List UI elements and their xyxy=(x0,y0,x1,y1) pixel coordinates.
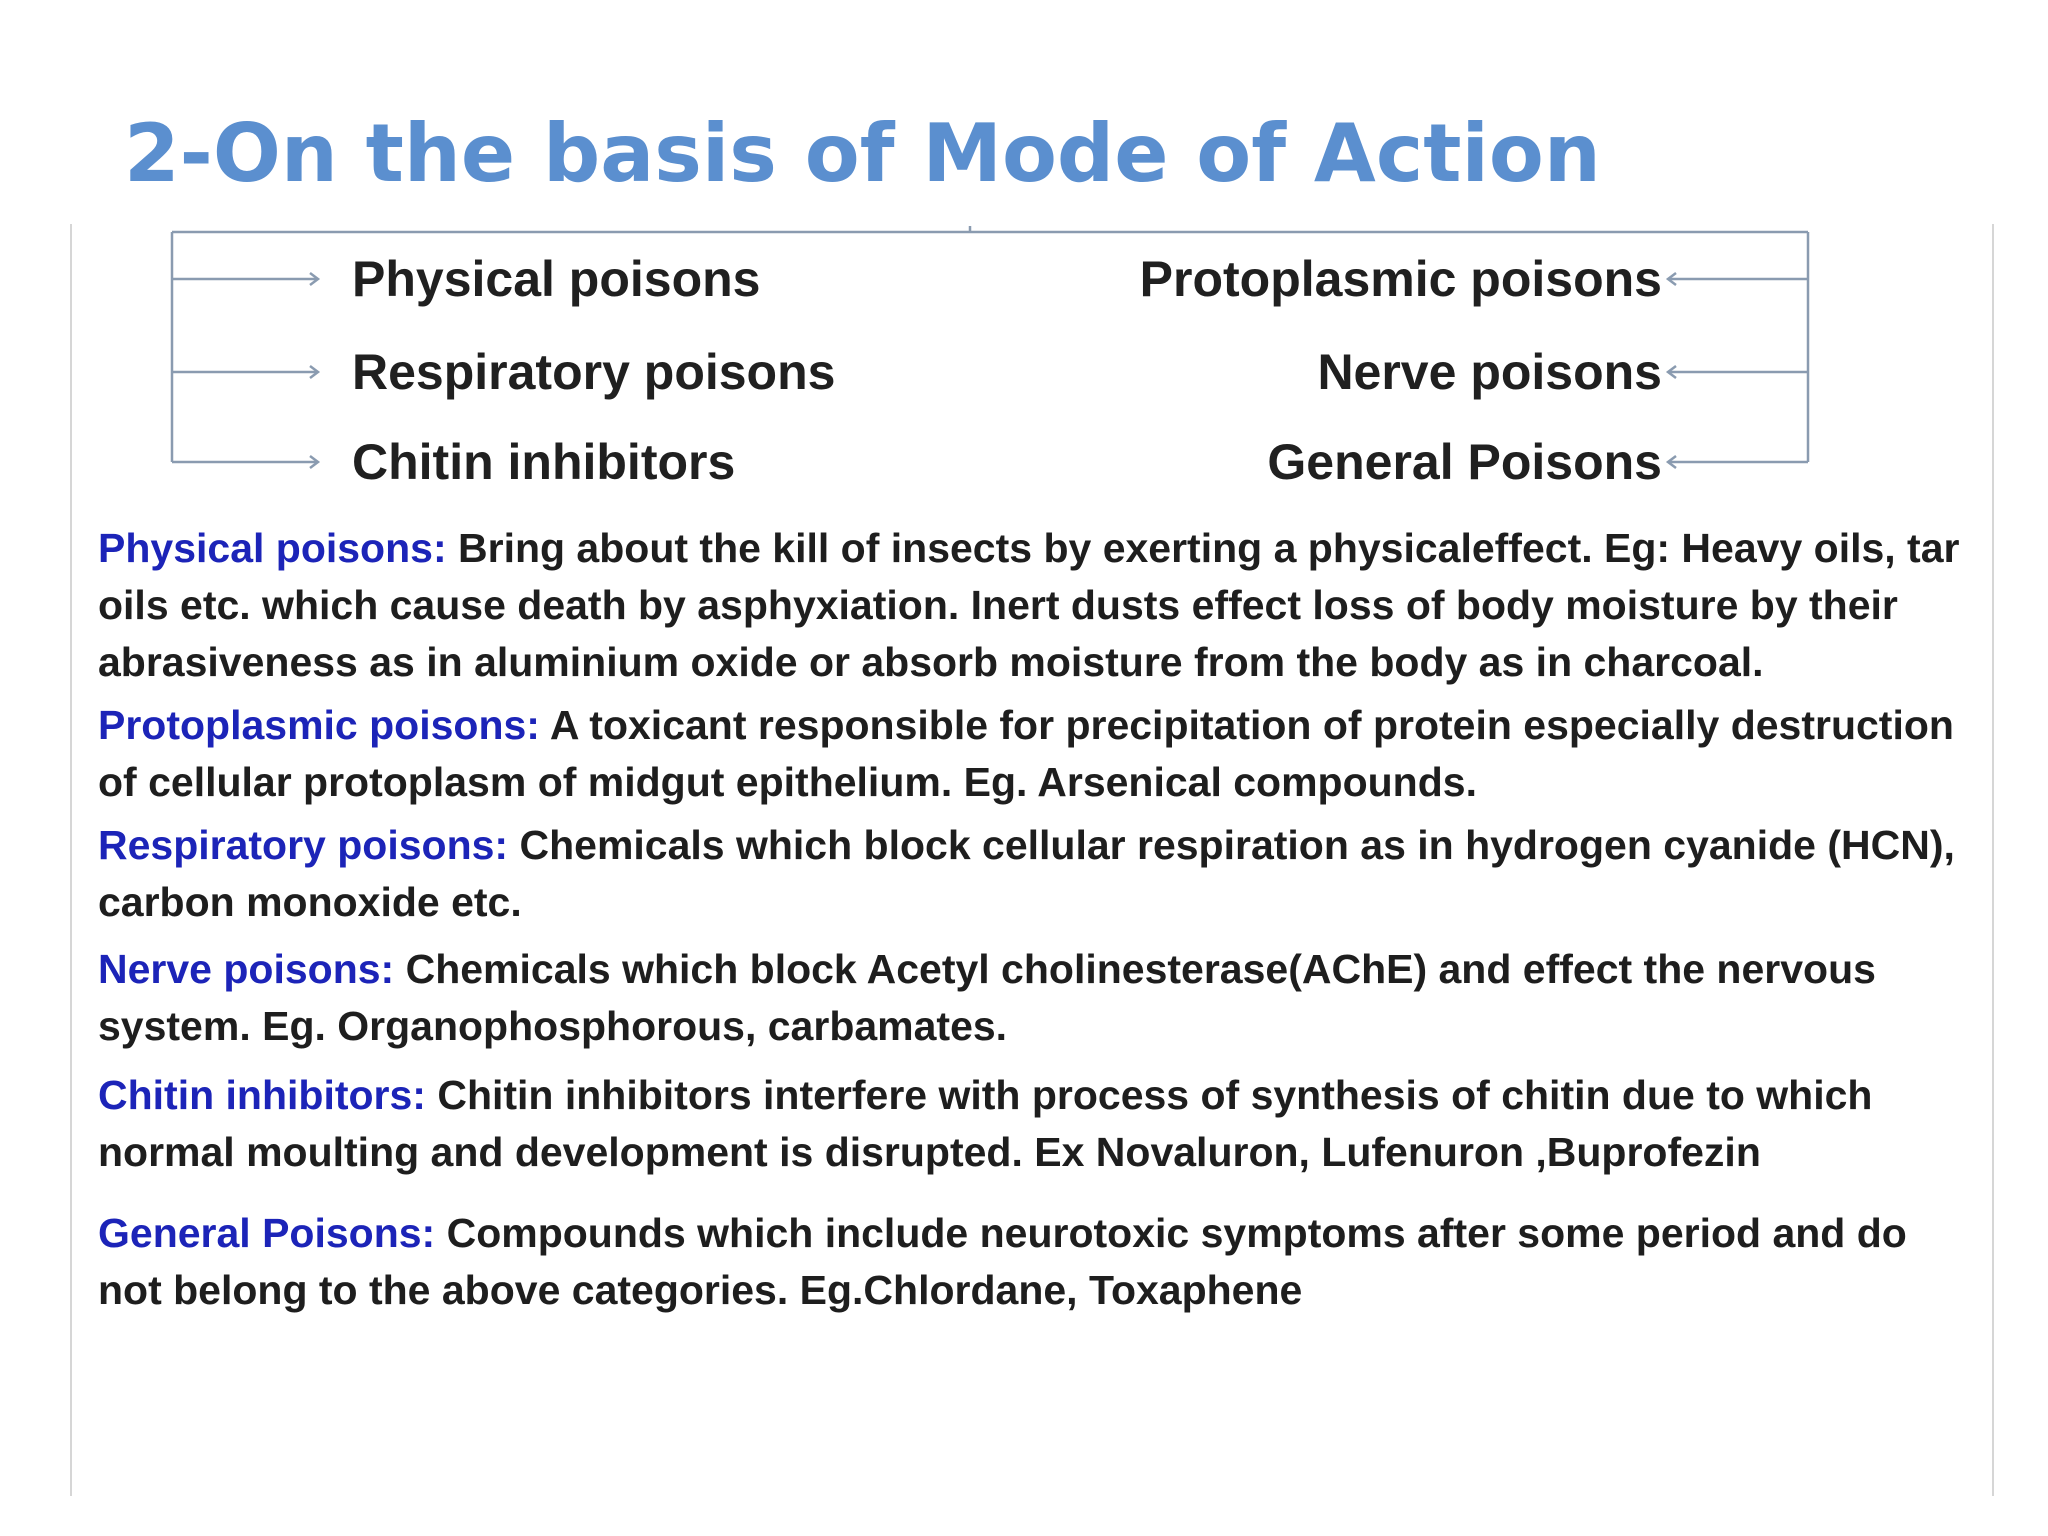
definition-term: Nerve poisons: xyxy=(98,946,395,992)
definition-term: General Poisons: xyxy=(98,1210,436,1256)
category-general-poisons: General Poisons xyxy=(1267,434,1662,490)
definition-chitin-inhibitors xyxy=(98,1067,1978,1181)
definition-term: Chitin inhibitors: xyxy=(98,1072,426,1118)
definitions-list xyxy=(98,520,1978,1319)
definition-protoplasmic-poisons xyxy=(98,697,1978,811)
definition-text: Bring about the kill of insects by exerting a physicaleffect. Eg: Heavy oils, tar oils etc. which cause death by asphyxiation. Inert dusts effect loss of body moisture by their abrasiveness as in aluminium oxide or absorb moisture from the body as in charcoal. xyxy=(98,525,1960,685)
content-image xyxy=(70,224,1994,1496)
definition-text: Chemicals which block Acetyl cholinesterase(AChE) and effect the nervous system. Eg. Organophosphorous, carbamates. xyxy=(98,946,1876,1049)
category-respiratory-poisons: Respiratory poisons xyxy=(352,344,836,400)
definition-nerve-poisons xyxy=(98,941,1978,1055)
category-physical-poisons: Physical poisons xyxy=(352,251,761,307)
definition-term: Physical poisons: xyxy=(98,525,447,571)
definition-text: Chemicals which block cellular respiration as in hydrogen cyanide (HCN), carbon monoxide etc. xyxy=(98,822,1955,925)
category-chitin-inhibitors: Chitin inhibitors xyxy=(352,434,736,490)
definition-text: Compounds which include neurotoxic symptoms after some period and do not belong to the above categories. Eg.Chlordane, Toxaphene xyxy=(98,1210,1907,1313)
definition-term: Respiratory poisons: xyxy=(98,822,509,868)
definition-physical-poisons xyxy=(98,520,1978,691)
definition-term: Protoplasmic poisons: xyxy=(98,702,540,748)
category-nerve-poisons: Nerve poisons xyxy=(1317,344,1662,400)
category-protoplasmic-poisons: Protoplasmic poisons xyxy=(1139,251,1662,307)
definition-text: A toxicant responsible for precipitation of protein especially destruction of cellular protoplasm of midgut epithelium. Eg. Arsenical compounds. xyxy=(98,702,1954,805)
definition-text: Chitin inhibitors interfere with process of synthesis of chitin due to which normal moulting and development is disrupted. Ex Novaluron, Lufenuron ,Buprofezin xyxy=(98,1072,1873,1175)
slide-title: 2-On the basis of Mode of Action xyxy=(124,107,1601,200)
definition-general-poisons xyxy=(98,1205,1978,1319)
definition-respiratory-poisons xyxy=(98,817,1978,931)
